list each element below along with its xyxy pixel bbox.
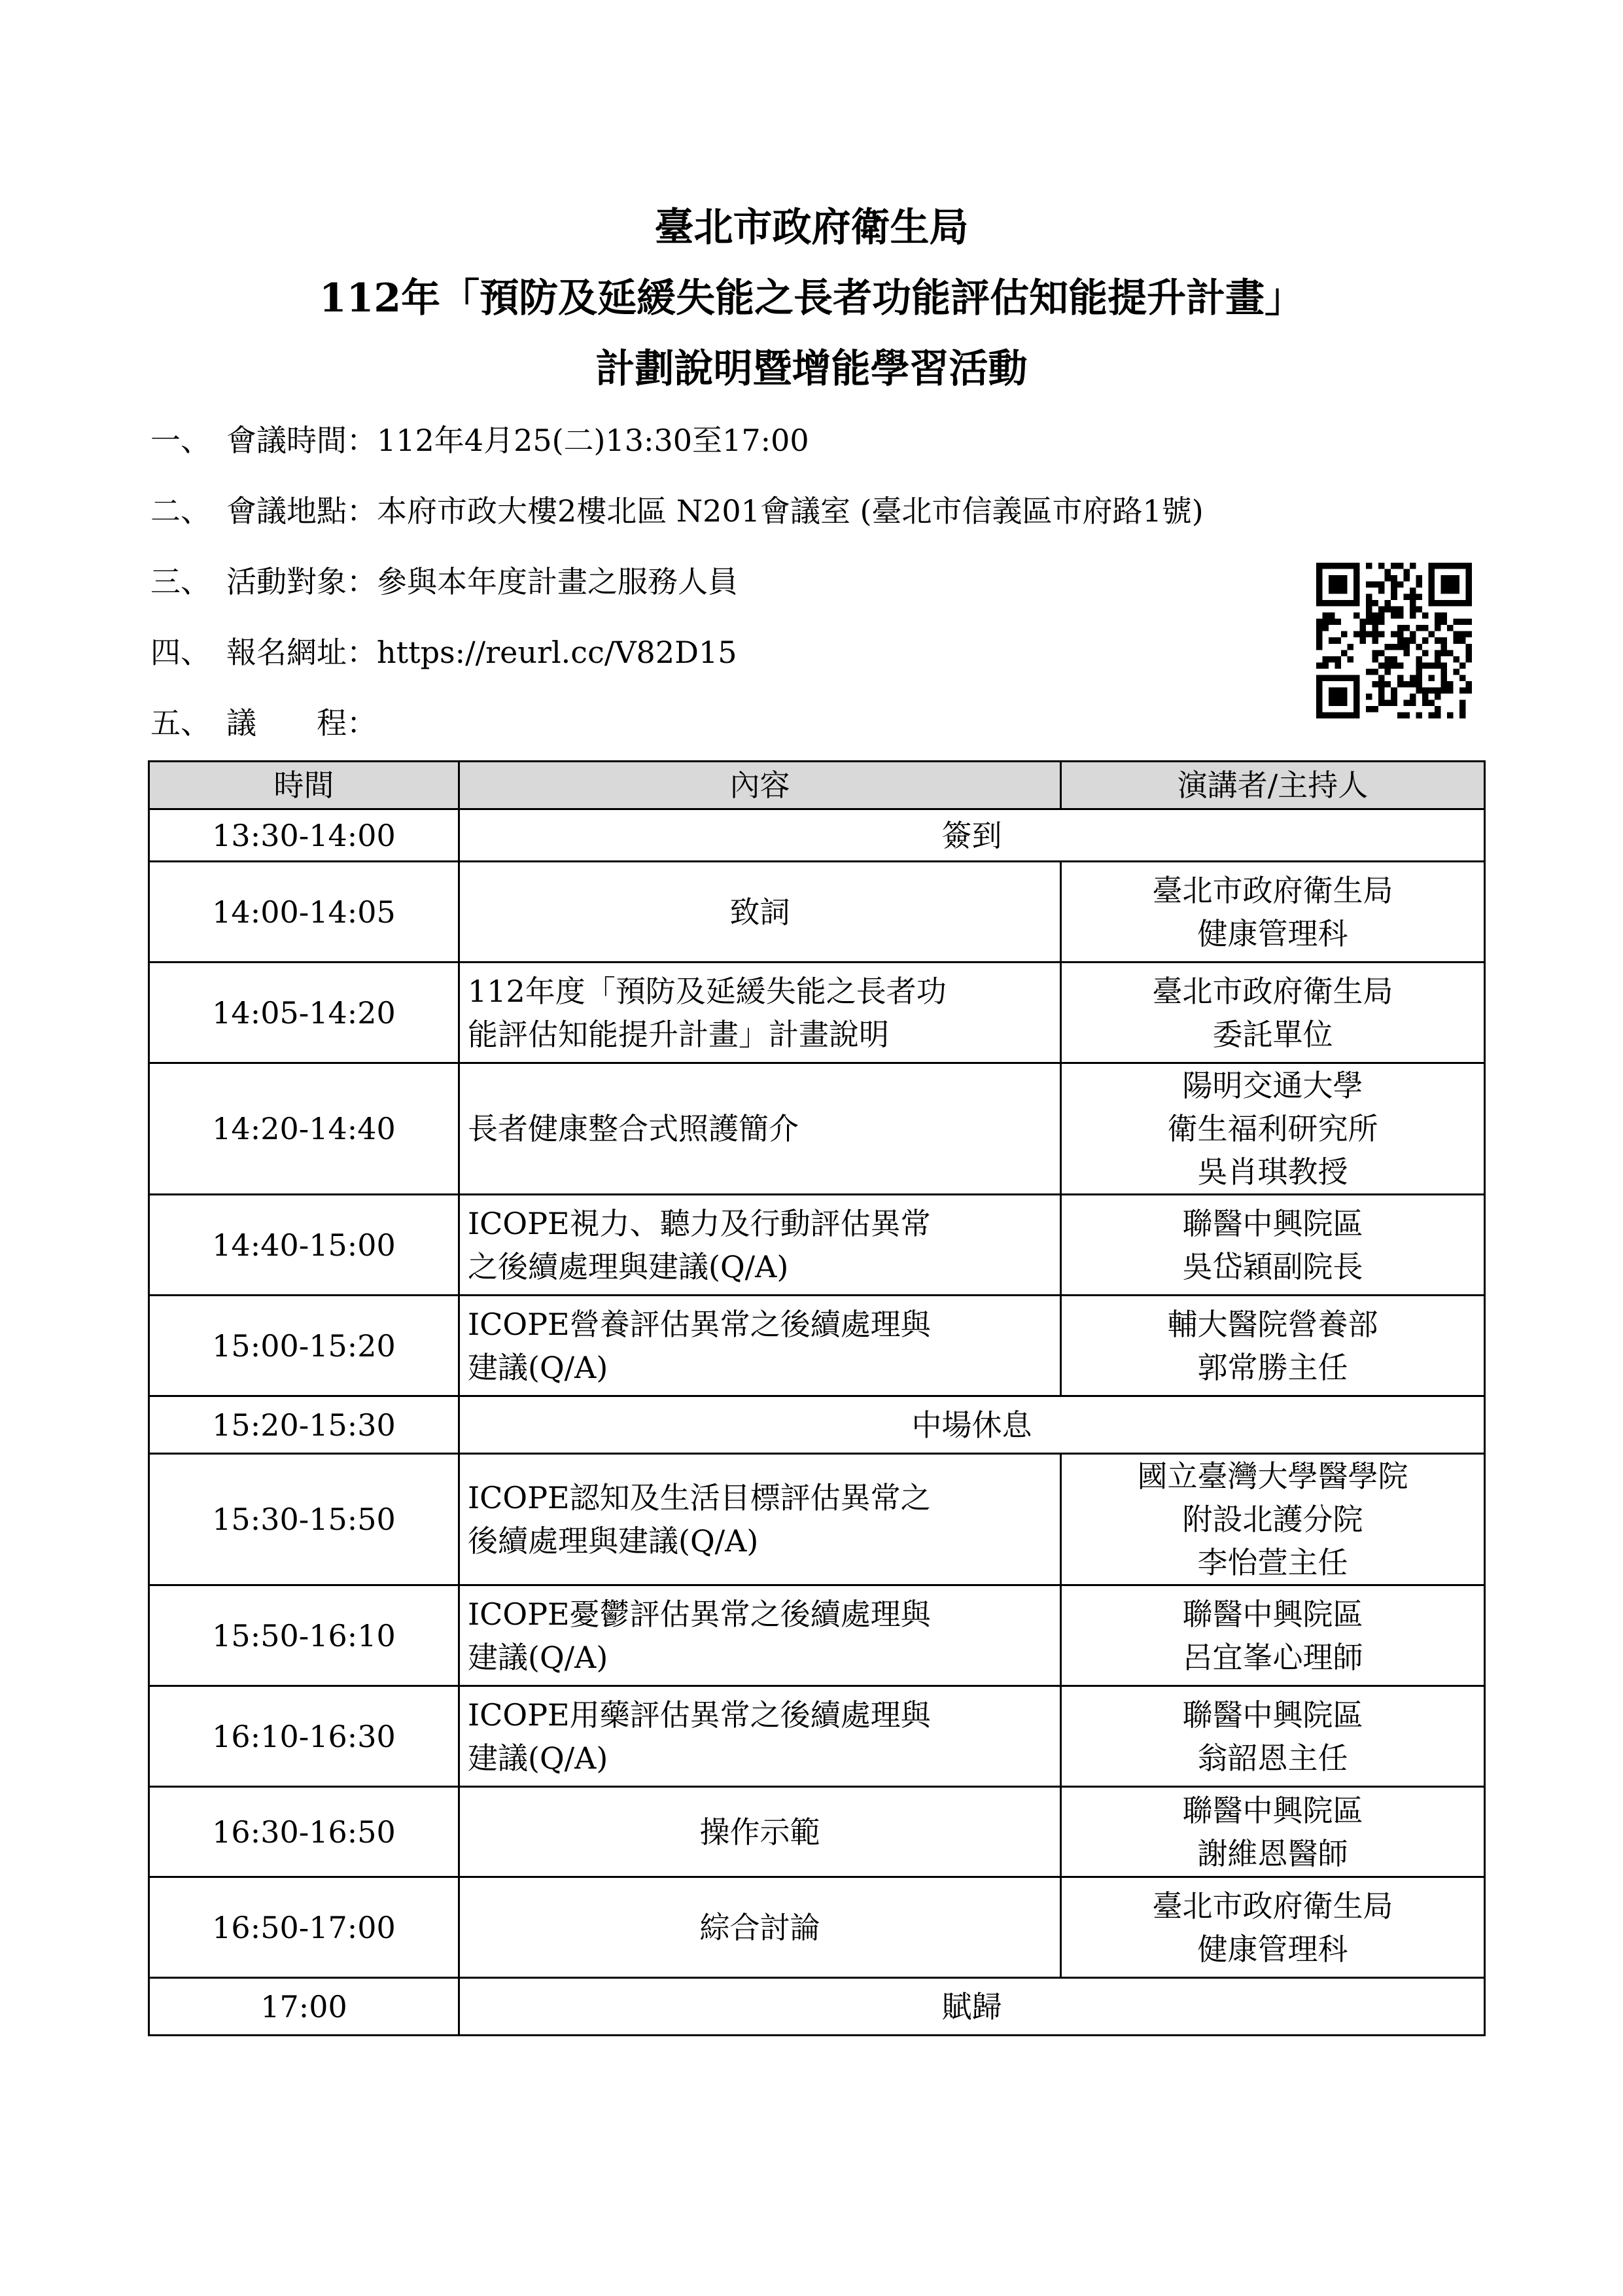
info-time [150,425,1328,496]
table-row [149,1787,1485,1877]
table-row [149,809,1485,862]
header-content: 內容 [459,762,1061,809]
time-cell: 17:00 [149,1978,459,2036]
plan-title: 112年「預防及延緩失能之長者功能評估知能提升計畫」 [319,275,1304,321]
content-cell: 長者健康整合式照護簡介 [459,1063,1061,1195]
table-row [149,1585,1485,1686]
info-label: 議 程： [226,705,377,741]
document-header [0,205,1623,420]
header-time: 時間 [149,762,459,809]
speaker-cell: 聯醫中興院區 翁韶恩主任 [1061,1686,1485,1787]
table-row [149,1063,1485,1195]
table-row [149,1686,1485,1787]
speaker-cell: 聯醫中興院區 謝維恩醫師 [1061,1787,1485,1877]
info-label: 報名網址： [226,635,377,670]
speaker-cell: 臺北市政府衛生局 委託單位 [1061,963,1485,1063]
time-cell: 16:10-16:30 [149,1686,459,1787]
table-row [149,1978,1485,2036]
time-cell: 16:50-17:00 [149,1877,459,1978]
time-cell: 15:00-15:20 [149,1296,459,1396]
info-number: 五、 [150,705,211,741]
time-cell: 14:40-15:00 [149,1195,459,1296]
content-cell: 中場休息 [459,1396,1485,1454]
meeting-info [150,425,1328,779]
info-location [150,493,1328,567]
content-cell: ICOPE視力、聽力及行動評估異常 之後續處理與建議(Q/A) [459,1195,1061,1296]
info-audience [150,564,1328,637]
speaker-cell: 國立臺灣大學醫學院 附設北護分院 李怡萱主任 [1061,1454,1485,1585]
agenda-table [148,760,1486,2036]
time-cell: 14:20-14:40 [149,1063,459,1195]
speaker-cell: 臺北市政府衛生局 健康管理科 [1061,862,1485,963]
content-cell: 112年度「預防及延緩失能之長者功 能評估知能提升計畫」計畫說明 [459,963,1061,1063]
time-cell: 15:30-15:50 [149,1454,459,1585]
content-cell: 操作示範 [459,1787,1061,1877]
content-cell: ICOPE營養評估異常之後續處理與 建議(Q/A) [459,1296,1061,1396]
table-row [149,862,1485,963]
content-cell: 綜合討論 [459,1877,1061,1978]
info-value: 參與本年度計畫之服務人員 [377,564,738,599]
content-cell: ICOPE認知及生活目標評估異常之 後續處理與建議(Q/A) [459,1454,1061,1585]
header-speaker: 演講者/主持人 [1061,762,1485,809]
info-number: 三、 [150,564,211,599]
qr-code-icon[interactable] [1316,563,1472,718]
table-row [149,1877,1485,1978]
table-row [149,963,1485,1063]
info-number: 四、 [150,635,211,670]
agenda-header-row [149,762,1485,809]
table-row [149,1454,1485,1585]
speaker-cell: 臺北市政府衛生局 健康管理科 [1061,1877,1485,1978]
time-cell: 15:20-15:30 [149,1396,459,1454]
time-cell: 15:50-16:10 [149,1585,459,1686]
time-cell: 14:05-14:20 [149,963,459,1063]
org-title: 臺北市政府衛生局 [654,205,969,251]
content-cell: ICOPE憂鬱評估異常之後續處理與 建議(Q/A) [459,1585,1061,1686]
info-label: 會議地點： [226,493,377,529]
info-number: 一、 [150,423,211,458]
speaker-cell: 輔大醫院營養部 郭常勝主任 [1061,1296,1485,1396]
content-cell: 致詞 [459,862,1061,963]
time-cell: 16:30-16:50 [149,1787,459,1877]
speaker-cell: 聯醫中興院區 呂宜峯心理師 [1061,1585,1485,1686]
table-row [149,1195,1485,1296]
table-row [149,1396,1485,1454]
time-cell: 14:00-14:05 [149,862,459,963]
content-cell: 賦歸 [459,1978,1485,2036]
table-row [149,1296,1485,1396]
info-label: 活動對象： [226,564,377,599]
event-title: 計劃說明暨增能學習活動 [595,346,1028,392]
speaker-cell: 陽明交通大學 衛生福利研究所 吳肖琪教授 [1061,1063,1485,1195]
info-value: 112年4月25(二)13:30至17:00 [377,423,809,458]
speaker-cell: 聯醫中興院區 吳岱穎副院長 [1061,1195,1485,1296]
time-cell: 13:30-14:00 [149,809,459,862]
content-cell: 簽到 [459,809,1485,862]
info-registration [150,637,1328,708]
content-cell: ICOPE用藥評估異常之後續處理與 建議(Q/A) [459,1686,1061,1787]
info-label: 會議時間： [226,423,377,458]
registration-url[interactable]: https://reurl.cc/V82D15 [377,635,737,670]
info-number: 二、 [150,493,211,529]
info-value: 本府市政大樓2樓北區 N201會議室 (臺北市信義區市府路1號) [377,493,1204,529]
